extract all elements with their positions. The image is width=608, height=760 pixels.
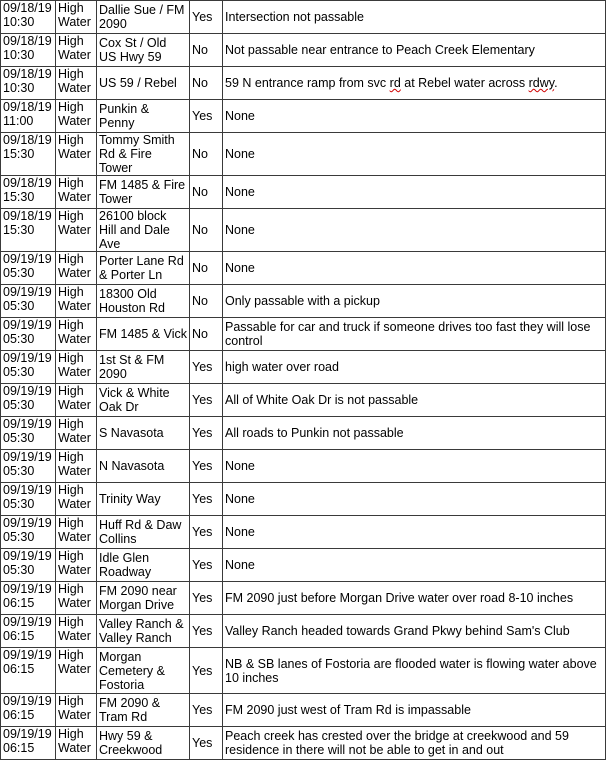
passable-cell: Yes [190,615,223,648]
event-type-cell: High Water [56,450,97,483]
passable-cell: Yes [190,516,223,549]
note-cell: Intersection not passable [223,1,606,34]
table-row [1,450,606,483]
date-time-cell: 09/19/19 05:30 [1,516,56,549]
passable-cell: Yes [190,100,223,133]
table-row [1,133,606,176]
date-time-cell: 09/19/19 05:30 [1,351,56,384]
note-segment-1: 59 N entrance ramp from svc [225,76,390,90]
date-time-cell: 09/18/19 10:30 [1,1,56,34]
event-type-cell: High Water [56,694,97,727]
note-cell: Passable for car and truck if someone drives too fast they will lose control [223,318,606,351]
passable-cell: Yes [190,417,223,450]
passable-cell: No [190,318,223,351]
date-time-cell: 09/19/19 05:30 [1,417,56,450]
passable-cell: Yes [190,549,223,582]
table-row [1,582,606,615]
location-cell: Huff Rd & Daw Collins [97,516,190,549]
note-cell: FM 2090 just west of Tram Rd is impassable [223,694,606,727]
note-cell: None [223,209,606,252]
note-segment-2: at Rebel water across [400,76,529,90]
table-row [1,417,606,450]
location-cell: Morgan Cemetery & Fostoria [97,648,190,694]
table-row [1,176,606,209]
table-row [1,384,606,417]
event-type-cell: High Water [56,384,97,417]
date-time-cell: 09/18/19 11:00 [1,100,56,133]
passable-cell: Yes [190,450,223,483]
table-row [1,694,606,727]
table-row [1,1,606,34]
event-type-cell: High Water [56,176,97,209]
location-cell: FM 1485 & Fire Tower [97,176,190,209]
location-cell: US 59 / Rebel [97,67,190,100]
date-time-cell: 09/19/19 05:30 [1,483,56,516]
event-type-cell: High Water [56,549,97,582]
spellcheck-word: rdwy [528,76,555,90]
passable-cell: No [190,133,223,176]
event-type-cell: High Water [56,252,97,285]
event-type-cell: High Water [56,1,97,34]
passable-cell: Yes [190,351,223,384]
location-cell: S Navasota [97,417,190,450]
table-row [1,615,606,648]
date-time-cell: 09/19/19 06:15 [1,582,56,615]
table-row [1,100,606,133]
passable-cell: Yes [190,694,223,727]
location-cell: FM 2090 & Tram Rd [97,694,190,727]
date-time-cell: 09/19/19 05:30 [1,450,56,483]
note-cell: Valley Ranch headed towards Grand Pkwy behind Sam's Club [223,615,606,648]
location-cell: Idle Glen Roadway [97,549,190,582]
note-cell: None [223,100,606,133]
event-type-cell: High Water [56,285,97,318]
date-time-cell: 09/18/19 15:30 [1,133,56,176]
location-cell: Trinity Way [97,483,190,516]
passable-cell: No [190,34,223,67]
passable-cell: No [190,176,223,209]
location-cell: Dallie Sue / FM 2090 [97,1,190,34]
event-type-cell: High Water [56,209,97,252]
date-time-cell: 09/19/19 05:30 [1,285,56,318]
passable-cell: No [190,67,223,100]
location-cell: FM 1485 & Vick [97,318,190,351]
note-cell: None [223,483,606,516]
location-cell: Cox St / Old US Hwy 59 [97,34,190,67]
event-type-cell: High Water [56,648,97,694]
location-cell: Vick & White Oak Dr [97,384,190,417]
location-cell: Valley Ranch & Valley Ranch [97,615,190,648]
table-row [1,549,606,582]
location-cell: N Navasota [97,450,190,483]
event-type-cell: High Water [56,582,97,615]
location-cell: 18300 Old Houston Rd [97,285,190,318]
table-body [1,1,606,760]
table-row [1,351,606,384]
note-cell: Peach creek has crested over the bridge at creekwood and 59 residence in there will not be able to get in and out [223,727,606,760]
passable-cell: No [190,285,223,318]
passable-cell: Yes [190,483,223,516]
note-cell: All roads to Punkin not passable [223,417,606,450]
date-time-cell: 09/19/19 06:15 [1,727,56,760]
note-segment-3: . [554,76,558,90]
location-cell: Tommy Smith Rd & Fire Tower [97,133,190,176]
event-type-cell: High Water [56,417,97,450]
passable-cell: No [190,209,223,252]
location-cell: Hwy 59 & Creekwood [97,727,190,760]
event-type-cell: High Water [56,727,97,760]
note-cell: All of White Oak Dr is not passable [223,384,606,417]
table-row [1,318,606,351]
passable-cell: Yes [190,648,223,694]
table-row [1,483,606,516]
table-row [1,285,606,318]
date-time-cell: 09/19/19 05:30 [1,252,56,285]
event-type-cell: High Water [56,34,97,67]
event-type-cell: High Water [56,615,97,648]
location-cell: 1st St & FM 2090 [97,351,190,384]
passable-cell: No [190,252,223,285]
event-type-cell: High Water [56,516,97,549]
note-cell [223,67,606,100]
event-type-cell: High Water [56,133,97,176]
location-cell: Punkin & Penny [97,100,190,133]
event-type-cell: High Water [56,100,97,133]
note-cell: None [223,133,606,176]
table-row [1,209,606,252]
note-cell: Only passable with a pickup [223,285,606,318]
event-type-cell: High Water [56,67,97,100]
date-time-cell: 09/19/19 05:30 [1,318,56,351]
table-row [1,516,606,549]
table-row [1,648,606,694]
date-time-cell: 09/18/19 15:30 [1,176,56,209]
passable-cell: Yes [190,1,223,34]
passable-cell: Yes [190,582,223,615]
event-type-cell: High Water [56,318,97,351]
note-cell: Not passable near entrance to Peach Creek Elementary [223,34,606,67]
table-row [1,67,606,100]
note-cell: None [223,450,606,483]
date-time-cell: 09/19/19 06:15 [1,615,56,648]
note-cell: NB & SB lanes of Fostoria are flooded water is flowing water above 10 inches [223,648,606,694]
date-time-cell: 09/18/19 10:30 [1,34,56,67]
passable-cell: Yes [190,384,223,417]
table-row [1,727,606,760]
date-time-cell: 09/19/19 06:15 [1,694,56,727]
note-cell: None [223,176,606,209]
date-time-cell: 09/19/19 05:30 [1,384,56,417]
spellcheck-word: rd [389,76,401,90]
date-time-cell: 09/18/19 15:30 [1,209,56,252]
date-time-cell: 09/19/19 05:30 [1,549,56,582]
event-type-cell: High Water [56,483,97,516]
location-cell: FM 2090 near Morgan Drive [97,582,190,615]
passable-cell: Yes [190,727,223,760]
date-time-cell: 09/18/19 10:30 [1,67,56,100]
event-type-cell: High Water [56,351,97,384]
note-cell: None [223,516,606,549]
location-cell: 26100 block Hill and Dale Ave [97,209,190,252]
date-time-cell: 09/19/19 06:15 [1,648,56,694]
note-cell: FM 2090 just before Morgan Drive water over road 8-10 inches [223,582,606,615]
table-row [1,252,606,285]
note-cell: None [223,252,606,285]
note-cell: None [223,549,606,582]
location-cell: Porter Lane Rd & Porter Ln [97,252,190,285]
table-row [1,34,606,67]
note-cell: high water over road [223,351,606,384]
